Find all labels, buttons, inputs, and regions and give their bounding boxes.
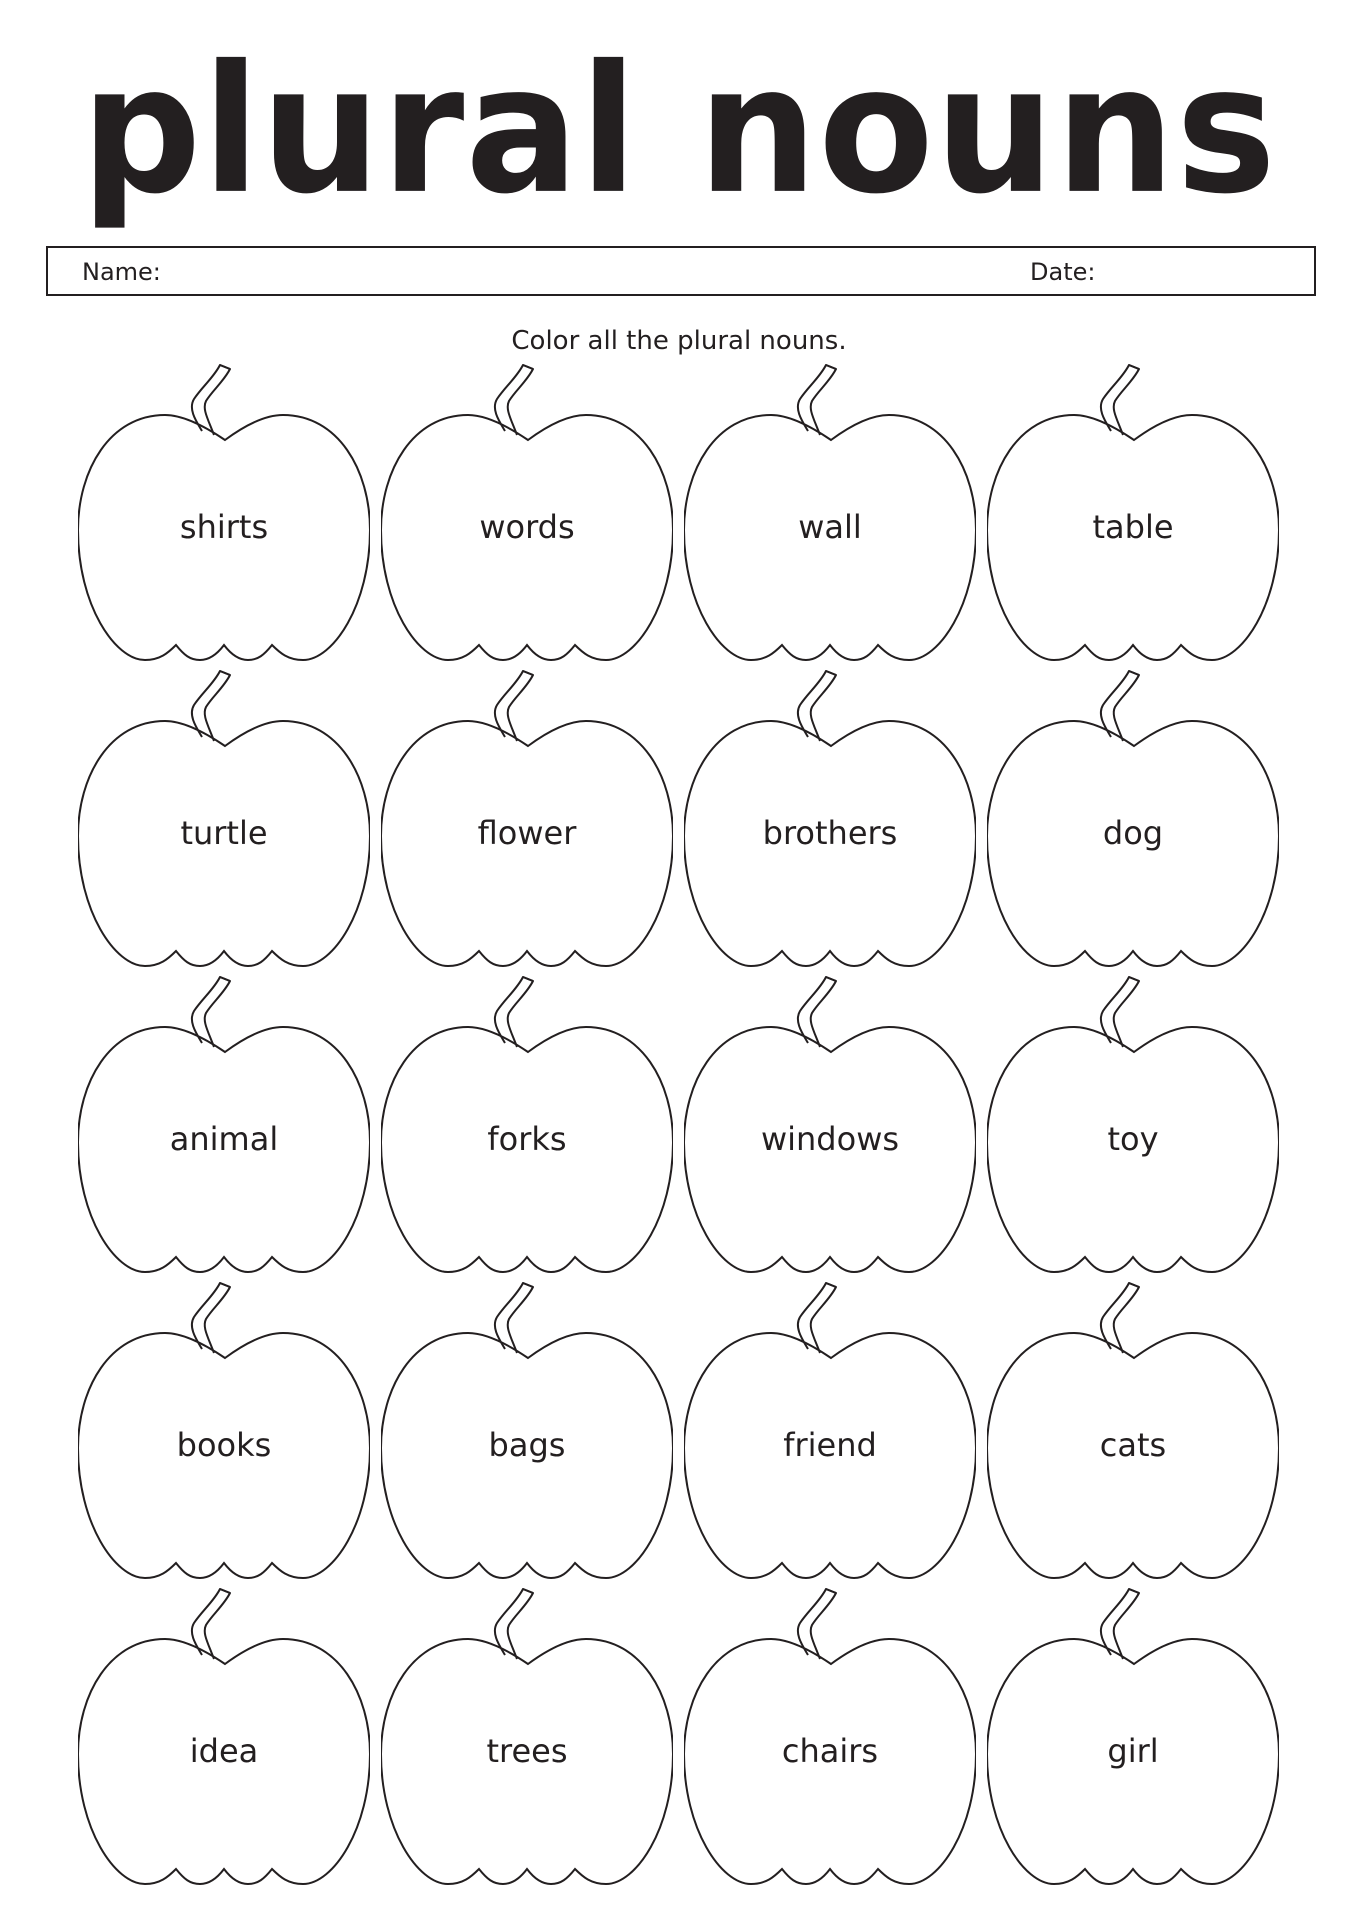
name-label: Name: <box>82 258 161 286</box>
apple-stem-outline <box>192 977 230 1047</box>
apple-word: toy <box>1107 1120 1159 1158</box>
apple-word: animal <box>169 1120 279 1158</box>
apple-stem-outline <box>798 1589 836 1659</box>
apple-stem-outline <box>192 1589 230 1659</box>
apple-stem-outline <box>1101 1589 1139 1659</box>
apple-word: cats <box>1099 1426 1167 1464</box>
apple-word: bags <box>488 1426 566 1464</box>
apple-word: flower <box>477 814 577 852</box>
apple-stem-cap <box>826 1589 836 1593</box>
apple-stem-cap <box>220 1283 230 1287</box>
apple-grid <box>78 355 1288 1895</box>
instruction-text: Color all the plural nouns. <box>511 326 847 356</box>
apple-word: chairs <box>781 1732 879 1770</box>
apple-stem-outline <box>798 1283 836 1353</box>
apple-stem-outline <box>495 1589 533 1659</box>
apple-stem-outline <box>495 671 533 741</box>
apple-stem-cap <box>1129 1283 1139 1287</box>
apple-word: shirts <box>179 508 269 546</box>
apple-stem-cap <box>826 365 836 369</box>
apple-card[interactable] <box>78 1273 370 1583</box>
apple-card[interactable] <box>381 355 673 665</box>
apple-card[interactable] <box>381 661 673 971</box>
name-date-box <box>46 246 1316 296</box>
apple-stem-cap <box>523 671 533 675</box>
apple-stem-outline <box>1101 671 1139 741</box>
apple-word: brothers <box>762 814 898 852</box>
apple-card[interactable] <box>381 1273 673 1583</box>
apple-card[interactable] <box>684 355 976 665</box>
apple-stem-cap <box>826 1283 836 1287</box>
apple-stem-outline <box>495 1283 533 1353</box>
apple-word: turtle <box>180 814 268 852</box>
apple-stem-cap <box>1129 671 1139 675</box>
apple-stem-outline <box>192 1283 230 1353</box>
apple-word: idea <box>189 1732 259 1770</box>
apple-card[interactable] <box>987 661 1279 971</box>
apple-stem-cap <box>523 365 533 369</box>
apple-card[interactable] <box>381 967 673 1277</box>
apple-card[interactable] <box>78 967 370 1277</box>
apple-word: windows <box>760 1120 900 1158</box>
apple-stem-outline <box>798 671 836 741</box>
worksheet-title: plural nouns <box>81 27 1277 233</box>
apple-card[interactable] <box>78 1579 370 1889</box>
apple-word: words <box>479 508 575 546</box>
apple-card[interactable] <box>987 1579 1279 1889</box>
apple-stem-outline <box>192 671 230 741</box>
apple-stem-cap <box>220 365 230 369</box>
apple-card[interactable] <box>987 1273 1279 1583</box>
apple-word: trees <box>486 1732 568 1770</box>
apple-stem-cap <box>1129 1589 1139 1593</box>
apple-word: girl <box>1107 1732 1159 1770</box>
apple-word: forks <box>487 1120 567 1158</box>
apple-card[interactable] <box>987 355 1279 665</box>
apple-card[interactable] <box>684 661 976 971</box>
apple-stem-cap <box>1129 365 1139 369</box>
apple-stem-cap <box>220 671 230 675</box>
date-label: Date: <box>1030 258 1096 286</box>
apple-stem-cap <box>826 977 836 981</box>
apple-word: books <box>176 1426 272 1464</box>
apple-card[interactable] <box>78 355 370 665</box>
apple-card[interactable] <box>78 661 370 971</box>
apple-card[interactable] <box>381 1579 673 1889</box>
apple-word: table <box>1092 508 1174 546</box>
apple-card[interactable] <box>684 967 976 1277</box>
apple-stem-outline <box>1101 1283 1139 1353</box>
apple-stem-cap <box>220 977 230 981</box>
apple-stem-outline <box>495 977 533 1047</box>
apple-card[interactable] <box>684 1579 976 1889</box>
apple-stem-cap <box>523 1589 533 1593</box>
apple-stem-cap <box>220 1589 230 1593</box>
apple-stem-outline <box>495 365 533 435</box>
apple-stem-cap <box>1129 977 1139 981</box>
apple-word: dog <box>1102 814 1164 852</box>
apple-stem-cap <box>523 1283 533 1287</box>
apple-stem-cap <box>826 671 836 675</box>
apple-stem-outline <box>798 977 836 1047</box>
apple-stem-outline <box>798 365 836 435</box>
apple-stem-outline <box>192 365 230 435</box>
apple-stem-outline <box>1101 365 1139 435</box>
apple-word: wall <box>798 508 862 546</box>
apple-word: friend <box>783 1426 877 1464</box>
apple-stem-cap <box>523 977 533 981</box>
apple-card[interactable] <box>987 967 1279 1277</box>
apple-stem-outline <box>1101 977 1139 1047</box>
apple-card[interactable] <box>684 1273 976 1583</box>
